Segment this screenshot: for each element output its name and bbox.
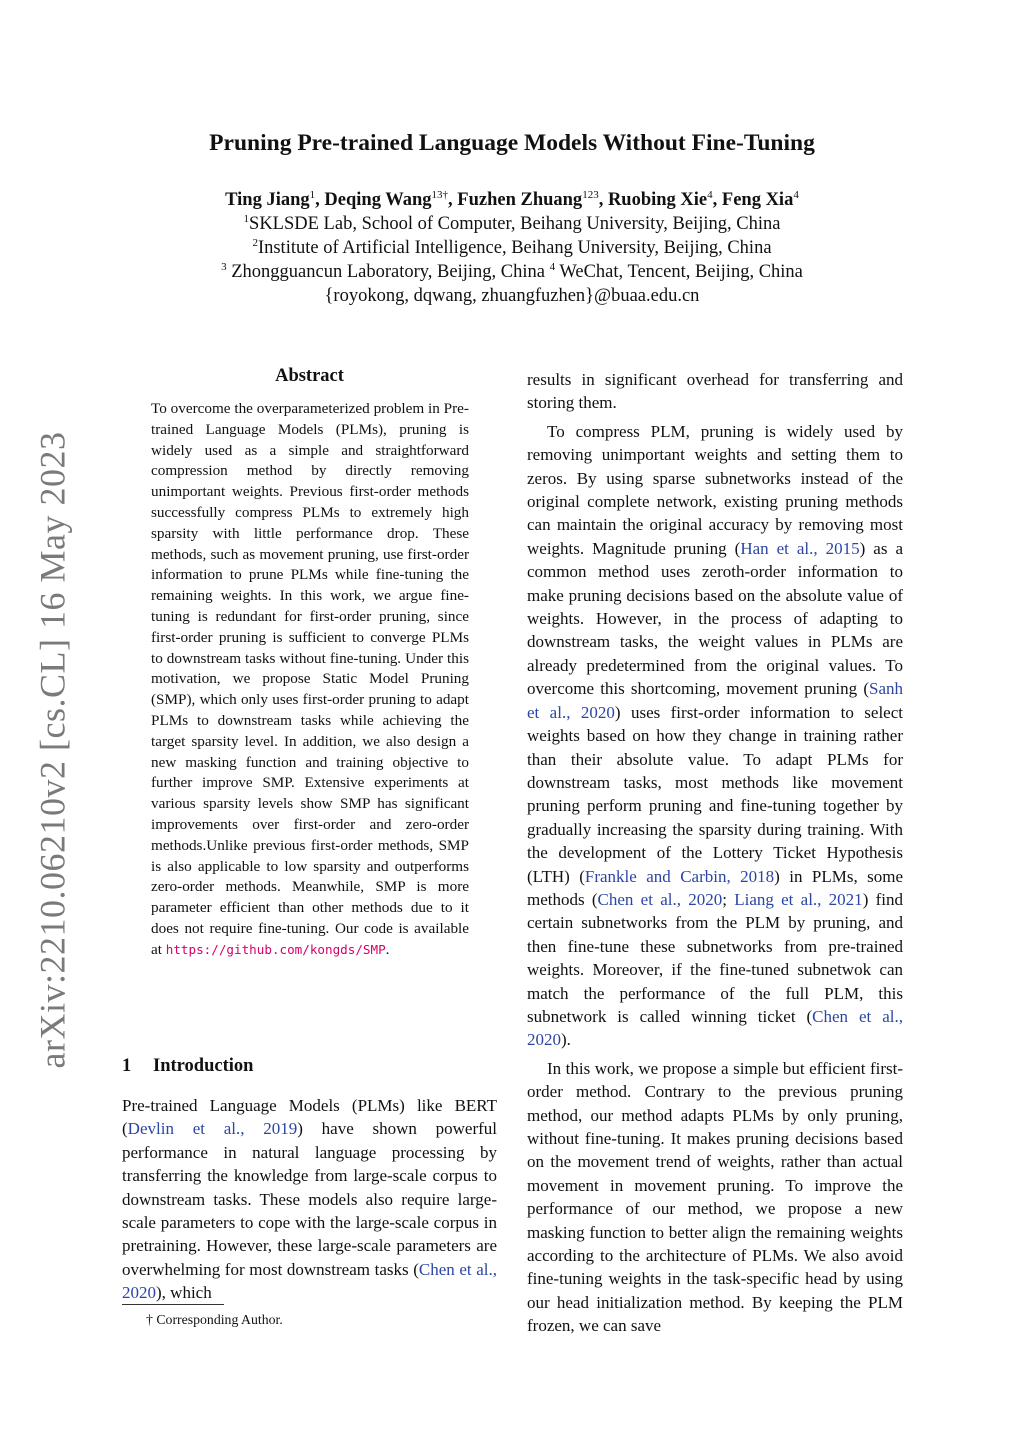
section-heading-introduction [122, 1056, 253, 1077]
citation-link[interactable]: Han et al., 2015 [740, 538, 860, 558]
author-affil-mark: 4 [707, 189, 713, 201]
affiliation-2: $^2$Institute of Artificial Intelligence, Beihang University, Beijing, China [252, 237, 772, 258]
left-column [122, 366, 497, 1327]
affiliation-3-4: $^3$ Zhongguancun Laboratory, Beijing, China $^4$ WeChat, Tencent, Beijing, China [221, 261, 803, 282]
footnote: † Corresponding Author. [146, 1312, 283, 1327]
author-name: Deqing Wang [324, 190, 432, 210]
section-title: Introduction [153, 1056, 254, 1076]
author-names: Ting Jiang$^1$, Deqing Wang$^{13\dagger}$, Fuzhen Zhuang$^{123}$, Ruobing Xie$^4$, Feng Xia$^4$ [225, 189, 799, 210]
section-number: 1 [122, 1056, 132, 1076]
citation-link[interactable]: Sanh et al., 2020 [527, 679, 903, 722]
author-email: {royokong, dqwang, zhuangfuzhen}@buaa.edu.cn [324, 286, 700, 306]
citation-link[interactable]: Devlin et al., 2019 [127, 1119, 298, 1139]
citation-link[interactable]: Chen et al., 2020 [597, 889, 723, 909]
author-block [0, 188, 1024, 308]
author-affil-mark: 4 [793, 189, 799, 201]
author-affil-mark: 1 [309, 189, 316, 201]
author-affil-mark: 13† [431, 189, 449, 201]
footnote-rule [122, 1304, 224, 1305]
paper-title: Pruning Pre-trained Language Models Without Fine-Tuning [209, 130, 815, 156]
author-name: Ruobing Xie [607, 190, 708, 210]
author-name: Ting Jiang [225, 190, 310, 210]
citation-link[interactable]: Liang et al., 2021 [734, 889, 863, 909]
arxiv-id-text: arXiv:2210.06210v2 [cs.CL] 16 May 2023 [32, 431, 72, 1069]
author-name: Feng Xia [721, 190, 794, 210]
citation-link[interactable]: Chen et al., 2020 [527, 1006, 904, 1050]
citation-link[interactable]: Chen et al., 2020 [122, 1259, 497, 1303]
arxiv-identifier [32, 431, 72, 1069]
abstract-heading: Abstract [275, 366, 344, 386]
author-name: Fuzhen Zhuang [457, 190, 583, 210]
abstract-text: To overcome the overparameterized problem in Pre-trained Language Models (PLMs), pruning is widely used as a simple and straightforward compression method by directly removing unimportant weights. Previous first-order methods successfully compress PLMs to extremely high sparsity with little performance drop. These methods, such as movement pruning, use first-order information to prune PLMs while fine-tuning the remaining weights. In this work, we argue fine-tuning is redundant for first-order pruning, since first-order pruning is sufficient to converge PLMs to downstream tasks without fine-tuning. Under this motivation, we propose Static Model Pruning (SMP), which only uses first-order pruning to adapt PLMs to downstream tasks while achieving the target sparsity level. In addition, we also design a new masking function and training objective to further improve SMP. Extensive experiments at various sparsity levels show SMP has significant improvements over first-order and zero-order methods.Unlike previous first-order methods, SMP is also applicable to low sparsity and outperforms zero-order methods. Meanwhile, SMP is more parameter efficient than other methods due to it does not require fine-tuning. Our code is available at https://github.com/kongds/SMP. [151, 400, 469, 958]
paragraph-continuation: results in significant overhead for transferring and storing them. [527, 370, 903, 413]
code-link[interactable]: https://github.com/kongds/SMP [165, 941, 386, 957]
affiliation-1: $^1$SKLSDE Lab, School of Computer, Beihang University, Beijing, China [243, 213, 781, 234]
right-column [527, 368, 903, 1338]
paragraph-pruning-background: To compress PLM, pruning is widely used by removing unimportant weights and setting them to zeros. By using sparse subnetworks instead of the original complete network, existing pruning methods can maintain the original accuracy by removing most weights. Magnitude pruning (Han et al., 2015) as a common method uses zeroth-order information to make pruning decisions based on the absolute value of weights. However, in the process of adapting to downstream tasks, the weight values in PLMs are already predetermined from the original values. To overcome this shortcoming, movement pruning (Sanh et al., 2020) uses first-order information to select weights based on how they change in training rather than their absolute value. To adapt PLMs for downstream tasks, most methods like movement pruning perform pruning and fine-tuning together by gradually increasing the sparsity during training. With the development of the Lottery Ticket Hypothesis (LTH) (Frankle and Carbin, 2018) in PLMs, some methods (Chen et al., 2020; Liang et al., 2021) find certain subnetworks from the PLM by pruning, and then fine-tune these subnetworks from pre-trained weights. Moreover, if the fine-tuned subnetwok can match the performance of the full PLM, this subnetwork is called winning ticket (Chen et al., 2020). [527, 421, 904, 1050]
author-affil-mark: 123 [582, 189, 599, 201]
intro-paragraph: Pre-trained Language Models (PLMs) like BERT (Devlin et al., 2019) have shown powerful performance in natural language processing by transferring the knowledge from large-scale corpus to downstream tasks. These models also require large-scale parameters to cope with the large-scale corpus in pretraining. However, these large-scale parameters are overwhelming for most downstream tasks (Chen et al., 2020), which [122, 1096, 497, 1303]
citation-link[interactable]: Frankle and Carbin, 2018 [584, 866, 775, 886]
paragraph-this-work: In this work, we propose a simple but efficient first-order method. Contrary to the previous pruning method, our method adapts PLMs by only pruning, without fine-tuning. It makes pruning decisions based on the movement trend of weights, rather than actual movement in movement pruning. To improve the performance of our method, we propose a new masking function to better align the remaining weights according to the architecture of PLMs. We also avoid fine-tuning weights in the task-specific head by using our head initialization method. By keeping the PLM frozen, we can save [527, 1058, 903, 1336]
